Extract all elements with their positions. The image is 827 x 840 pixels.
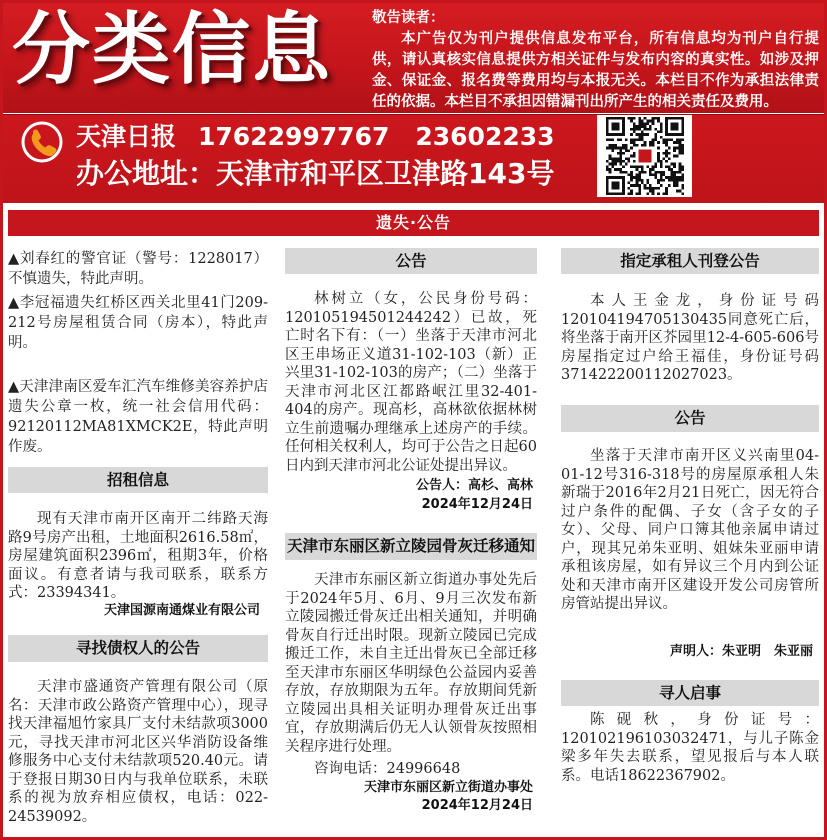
rental-signature: 天津国源南通煤业有限公司 [103,603,260,618]
qr-code-icon [597,115,692,197]
lost-notice-3: ▲天津津南区爱车汇汽车维修美容养护店遗失公章一枚，统一社会信用代码：92120112MA81XMCK2E，特此声明作废。 [8,379,268,455]
cemetery-notice-heading: 天津市东丽区新立陵园骨灰迁移通知 [285,533,537,560]
contact-line [76,121,555,153]
missing-person-body: 陈砚秋，身份证号：120102196103032471，与儿子陈金梁多年失去联系，望见报后与本人联系。电话18622367902。 [561,712,819,784]
rental-body: 现有天津市南开区南开二纬路天海路9号房产出租，土地面积2616.58㎡，房屋建筑面积2396㎡，租期3年，价格面议。有意者请与我司联系，联系方式：23394341。 [8,511,268,601]
phone-number-1: 17622997767 [198,122,390,151]
page-title: 分类信息 [12,5,333,95]
cemetery-notice-body: 天津市东丽区新立街道办事处先后于2024年5月、6月、9月三次发布新立陵园搬迁骨灰迁出相关通知，并明确骨灰自行迁出时限。现新立陵园已完成搬迁工作，未自主迁出骨灰已全部迁移至天津市东丽区华明绿色公益园内妥善存放，存放期限为五年。存放期间凭新立陵园出具相关证明办理骨灰迁出事宜，存放期满后仍无人认领骨灰按照相关程序进行处理。 [285,572,537,755]
inheritance-notice-heading: 公告 [285,248,537,274]
cemetery-notice-signer: 天津市东丽区新立街道办事处 [363,780,533,795]
lost-notice-2: ▲李冠福遗失红桥区西关北里41门209-212号房屋租赁合同（房本），特此声明。 [8,295,268,351]
creditor-heading: 寻找债权人的公告 [8,635,268,662]
missing-person-heading: 寻人启事 [561,680,819,706]
inheritance-notice-body: 林树立（女，公民身份号码：120105194501244242）已故，死亡时名下有：（一）坐落于天津市河北区王串场正义道31-102-103（新）正兴里31-102-103的房产；（二）坐落于天津市河北区江都路岷江里32-401-404的房产。现高杉，高林欲依据林树立生前遗嘱办理继承上述房产的手续。任何相关权利人，均可于公告之日起60日内到天津市河北公证处提出异议。 [285,291,537,474]
inheritance-notice-date: 2024年12月24日 [421,497,533,512]
tenancy-notice-heading: 公告 [561,405,819,432]
tenancy-notice-body: 坐落于天津市南开区义兴南里04-01-12号316-318号的房屋原承租人朱新瑞于2016年2月21日死亡，因无符合过户条件的配偶、子女（含子女的子女）、父母、同户口簿其他亲属申请过户，现其兄弟朱亚明、姐妹朱亚丽申请承租该房屋，如有异议三个月内到公证处和天津市南开区建设开发公司房管所房管站提出异议。 [561,448,819,612]
rental-heading: 招租信息 [8,467,268,493]
section-banner: 遗失·公告 [8,210,819,236]
cemetery-notice-date: 2024年12月24日 [421,798,533,813]
reader-notice-title: 敬告读者： [372,10,445,26]
phone-icon [20,120,64,164]
qr-logo [638,149,651,162]
inheritance-notice-signer: 公告人：高杉、高林 [415,478,533,493]
phone-number-2: 23602233 [415,122,555,151]
tenancy-notice-signer: 声明人：朱亚明 朱亚丽 [669,644,813,659]
office-address: 办公地址：天津市和平区卫津路143号 [76,157,555,190]
cemetery-notice-phone: 咨询电话：24996648 [314,761,461,777]
lost-notice-1: ▲刘春红的警官证（警号：1228017）不慎遗失，特此声明。 [8,251,268,287]
creditor-body: 天津市盛通资产管理有限公司（原名：天津市政公路资产管理中心），现寻找天津福旭竹家具厂支付未结款项3000元，寻找天津市河北区兴华消防设备维修服务中心支付未结款项520.40元。请于登报日期30日内与我单位联系，未联系的视为放弃相应债权，电话：022-24539092。 [8,679,268,825]
paper-name: 天津日报 [76,122,177,151]
reader-notice-text: 本广告仅为刊户提供信息发布平台，所有信息均为刊户自行提供，请认真核实信息提供方相关证件与发布内容的真实性。如涉及押金、保证金、报名费等费用均与本报无关。本栏目不作为承担法律责任的依据。本栏目不承担因错漏刊出所产生的相关责任及费用。 [372,31,819,110]
tenant-notice-heading: 指定承租人刊登公告 [561,248,819,274]
tenant-notice-body: 本人王金龙，身份证号码120104194705130435同意死亡后，将坐落于南开区芥园里12-4-605-606号房屋指定过户给王福佳，身份证号码371422200112027023。 [561,293,819,383]
